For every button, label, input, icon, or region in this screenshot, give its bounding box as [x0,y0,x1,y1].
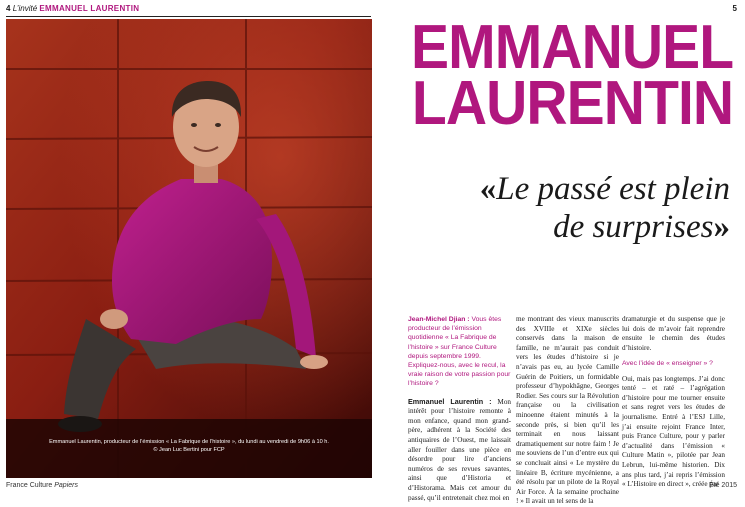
footer-publication [6,482,78,489]
answer-text-4: Oui, mais pas longtemps. J’ai donc tenté – et raté – l’agrégation d’histoire pour me tourner ensuite et sans regret vers les études de journalisme. Entré à l’ESJ Lille, j’ai ensuite rejoint France Inter, puis France Culture, pour y parler d’actualité dans l’émission « Culture Matin », pilotée par Jean Lebrun, lui-même historien. Dix ans plus tard, j’ai repris l’émission « L’Histoire en direct », créée par [622,374,725,489]
quote-open-mark: « [479,171,497,207]
footer-publication-name: France Culture [6,482,55,489]
header-rule [6,16,371,17]
article-column-2 [516,315,619,507]
answer-text-3: dramaturgie et du suspense que je lui dois de m’avoir fait reprendre ensuite le chemin des études d’histoire. [622,315,725,352]
interview-question-2: Avec l’idée de « enseigner » ? [622,360,713,368]
title-first-name: EMMANUEL [410,13,733,82]
answer-text-2: me montrant des vieux manuscrits des XVIIIe et XIXe siècles conservés dans la maison de famille, ne m’aurait pas conduit vers les études d’histoire si je n’avais pas eu, au lycée Camille Guérin de Poitiers, un formidable professeur d’hypokhâgne, Georges Rodier. Ses cours sur la Révolution française ou la civilisation minoenne étaient minutés à la seconde près, si bien qu’il les terminait en nous laissant dramatiquement sur notre faim ! Je me souviens de l’un d’entre eux qui se concluait ainsi « Le mystère du linéaire B, écriture mycénienne, a été résolu par un pilote de la Royal Air Force. À la semaine prochaine ! » Il avait un tel sens de la [516,315,619,506]
article-title [410,13,733,138]
quote-line-2: de surprises [553,209,714,245]
running-header [6,4,139,14]
article-column-3 [622,315,725,490]
title-last-name: LAURENTIN [411,69,733,138]
page-number-left: 4 [6,4,11,13]
intro-question [408,315,511,389]
answer-paragraph-1 [408,397,511,504]
article-column-1 [408,315,511,503]
interviewer-name: Jean-Michel Djian : [408,316,470,323]
photo-caption [14,438,364,454]
section-label: L’invité [12,4,38,13]
photo-credit: © Jean Luc Bertini pour FCP [153,447,225,453]
footer-publication-italic: Papiers [54,482,78,489]
portrait-photo [6,19,372,478]
quote-close-mark: » [713,209,730,245]
footer-issue: Été 2015 [708,482,737,489]
intro-question-text: Vous êtes producteur de l’émission quotidienne « La Fabrique de l’histoire » sur France Culture depuis septembre 1999. Expliquez-nous, avec le recul, la vraie raison de votre passion pour l’histoire ? [408,316,511,388]
guest-speaker-label: Emmanuel Laurentin : [408,396,492,406]
caption-text: Emmanuel Laurentin, producteur de l’émission « La Fabrique de l’histoire », du lundi au vendredi de 9h06 à 10 h. [49,439,329,445]
answer-text-1: Mon intérêt pour l’histoire remonte à mon enfance, quand mon grand-père, adhérent à la Société des antiquaires de l’Ouest, me laissait aller fouiller dans une pièce en désordre pour lire d’anciens numéros de ses revues savantes, ainsi que d’Historia et d’Historama. Mais cet amour du passé, qu’il entretenait chez moi en [408,397,512,502]
pull-quote [430,170,730,246]
page-number-right: 5 [732,4,737,13]
header-guest-name: EMMANUEL LAURENTIN [39,4,140,13]
quote-line-1: Le passé est plein [496,171,730,207]
